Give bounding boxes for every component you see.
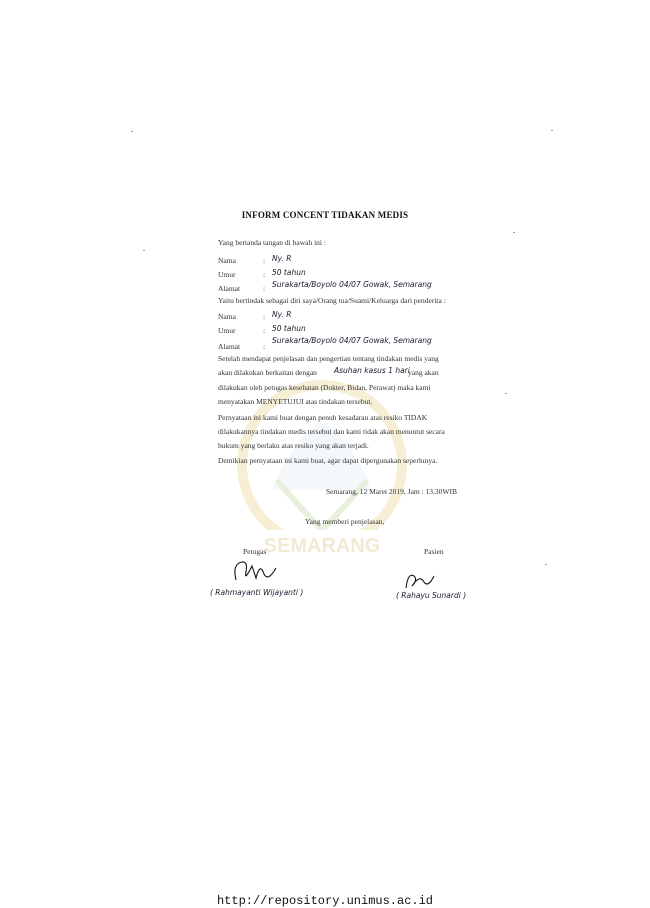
name-label: Nama [218,312,236,321]
age-value: 50 tahun [272,268,306,277]
paragraph-line: dilakukan oleh petugas kesehatan (Dokter, Bidan, Perawat) maka kami [218,383,431,392]
paragraph-line: yang akan [408,368,439,377]
address-label: Alamat [218,342,241,351]
explainer-label: Yang memberi penjelasan, [305,517,385,526]
place-date: Semarang, 12 Maret 2019, Jam : 13.30WIB [326,487,458,496]
address-value: Surakarta/Boyolo 04/07 Gowak, Semarang [272,280,432,289]
document-title: INFORM CONCENT TIDAKAN MEDIS [241,210,409,220]
scan-speck [545,564,547,565]
age-label: Umur [218,326,236,335]
intro-text: Yang bertanda tangan di bawah ini : [218,238,326,247]
paragraph-line: menyatakan MENYETUJUI atas tindakan tersebut. [218,397,373,406]
patient-label: Pasien [424,547,444,556]
repository-url: http://repository.unimus.ac.id [216,894,434,908]
patient-name: ( Rahayu Sunardi ) [396,591,467,600]
paragraph-line: Setelah mendapat penjelasan dan pengertian tentang tindakan medis yang [218,354,439,363]
address-value: Surakarta/Boyolo 04/07 Gowak, Semarang [272,336,432,345]
officer-signature [228,556,288,586]
colon: : [263,270,266,279]
relation-text: Yaitu bertindak sebagai diri saya/Orang tua/Suami/Keluarga dari penderita : [218,296,446,305]
scan-speck [513,232,515,233]
scan-speck [143,250,145,251]
closing-text: Demikian pernyataan ini kami buat, agar dapat dipergunakan seperlunya. [218,456,438,465]
colon: : [263,342,266,351]
age-value: 50 tahun [272,324,306,333]
address-label: Alamat [218,284,241,293]
paragraph-line: Pernyataan ini kami buat dengan penuh kesadaran atas resiko TIDAK [218,413,428,422]
paragraph-line: dilakukannya tindakan medis tersebut dan kami tidak akan menuntut secara [218,427,445,436]
colon: : [263,284,266,293]
name-value: Ny. R [272,254,292,263]
name-value: Ny. R [272,310,292,319]
colon: : [263,256,266,265]
age-label: Umur [218,270,236,279]
scan-speck [505,393,507,394]
scan-speck [551,130,553,131]
paragraph-line: hukum yang berlaku atas resiko yang akan terjadi. [218,441,369,450]
procedure-value: Asuhan kasus 1 hari [334,366,410,375]
watermark-text: SEMARANG [263,535,381,557]
colon: : [263,326,266,335]
name-label: Nama [218,256,236,265]
scan-speck [131,131,133,132]
colon: : [263,312,266,321]
paragraph-line: akan dilakukan berkaitan dengan [218,368,317,377]
officer-label: Petugas [243,547,267,556]
officer-name: ( Rahmayanti Wijayanti ) [210,588,304,597]
